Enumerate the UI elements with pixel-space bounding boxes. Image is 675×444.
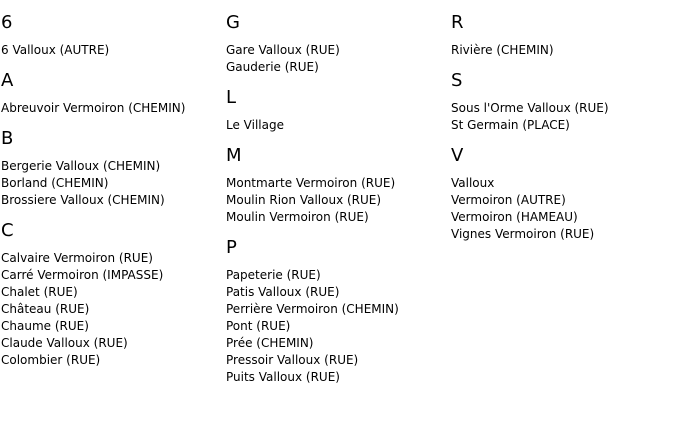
letter-heading: V bbox=[451, 145, 464, 166]
letter-heading: R bbox=[451, 12, 464, 33]
street-link[interactable]: Pressoir Valloux (RUE) bbox=[226, 353, 359, 367]
street-link[interactable]: Gauderie (RUE) bbox=[226, 60, 319, 74]
street-link[interactable]: Gare Valloux (RUE) bbox=[226, 43, 340, 57]
street-index-column-1 bbox=[1, 12, 225, 380]
street-link[interactable]: Carré Vermoiron (IMPASSE) bbox=[1, 268, 164, 282]
street-link[interactable]: Borland (CHEMIN) bbox=[1, 176, 109, 190]
letter-group bbox=[226, 237, 450, 386]
street-link[interactable]: Papeterie (RUE) bbox=[226, 268, 321, 282]
street-link[interactable]: Rivière (CHEMIN) bbox=[451, 43, 554, 57]
street-link[interactable]: Valloux bbox=[451, 176, 495, 190]
letter-heading: M bbox=[226, 145, 242, 166]
street-link[interactable]: Bergerie Valloux (CHEMIN) bbox=[1, 159, 161, 173]
street-link[interactable]: Moulin Rion Valloux (RUE) bbox=[226, 193, 382, 207]
street-link[interactable]: Calvaire Vermoiron (RUE) bbox=[1, 251, 153, 265]
street-link[interactable]: Puits Valloux (RUE) bbox=[226, 370, 340, 384]
street-index-column-2 bbox=[226, 12, 450, 397]
letter-heading: B bbox=[1, 128, 14, 149]
street-link[interactable]: Vignes Vermoiron (RUE) bbox=[451, 227, 595, 241]
street-link[interactable]: Claude Valloux (RUE) bbox=[1, 336, 128, 350]
letter-group bbox=[1, 220, 225, 369]
letter-group bbox=[226, 145, 450, 226]
street-link[interactable]: Chalet (RUE) bbox=[1, 285, 78, 299]
street-link[interactable]: Château (RUE) bbox=[1, 302, 90, 316]
street-link[interactable]: Vermoiron (HAMEAU) bbox=[451, 210, 578, 224]
letter-group bbox=[451, 12, 675, 59]
letter-heading: A bbox=[1, 70, 14, 91]
letter-heading: S bbox=[451, 70, 463, 91]
street-link[interactable]: Moulin Vermoiron (RUE) bbox=[226, 210, 369, 224]
street-link[interactable]: Abreuvoir Vermoiron (CHEMIN) bbox=[1, 101, 186, 115]
street-link[interactable]: St Germain (PLACE) bbox=[451, 118, 570, 132]
letter-group bbox=[1, 70, 225, 117]
street-link[interactable]: Brossiere Valloux (CHEMIN) bbox=[1, 193, 165, 207]
letter-heading: G bbox=[226, 12, 240, 33]
street-link[interactable]: Pont (RUE) bbox=[226, 319, 291, 333]
letter-group bbox=[1, 128, 225, 209]
letter-heading: 6 bbox=[1, 12, 13, 33]
street-link[interactable]: Le Village bbox=[226, 118, 284, 132]
letter-group bbox=[451, 145, 675, 243]
street-index-column-3 bbox=[451, 12, 675, 254]
street-link[interactable]: Prée (CHEMIN) bbox=[226, 336, 314, 350]
street-link[interactable]: Vermoiron (AUTRE) bbox=[451, 193, 566, 207]
street-link[interactable]: Patis Valloux (RUE) bbox=[226, 285, 340, 299]
letter-group bbox=[1, 12, 225, 59]
letter-group bbox=[451, 70, 675, 134]
street-link[interactable]: 6 Valloux (AUTRE) bbox=[1, 43, 110, 57]
letter-heading: P bbox=[226, 237, 237, 258]
letter-group bbox=[226, 12, 450, 76]
street-link[interactable]: Chaume (RUE) bbox=[1, 319, 89, 333]
letter-group bbox=[226, 87, 450, 134]
letter-heading: C bbox=[1, 220, 14, 241]
street-link[interactable]: Colombier (RUE) bbox=[1, 353, 101, 367]
letter-heading: L bbox=[226, 87, 237, 108]
street-link[interactable]: Sous l'Orme Valloux (RUE) bbox=[451, 101, 609, 115]
street-link[interactable]: Perrière Vermoiron (CHEMIN) bbox=[226, 302, 399, 316]
street-link[interactable]: Montmarte Vermoiron (RUE) bbox=[226, 176, 396, 190]
